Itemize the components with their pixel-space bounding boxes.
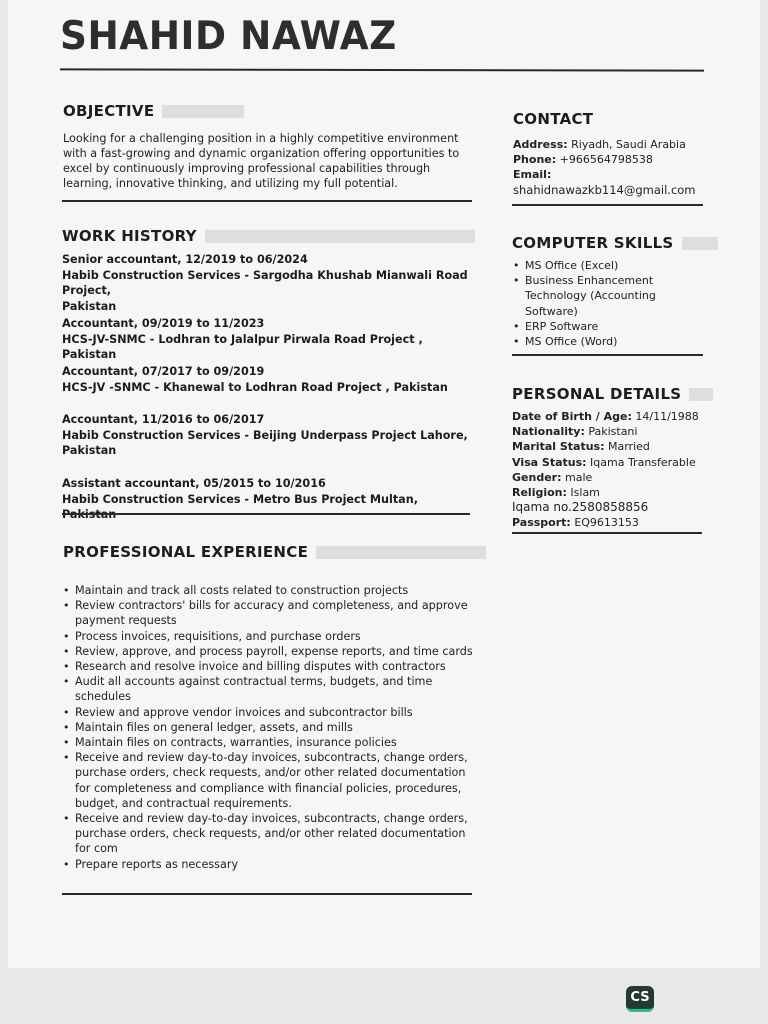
field-label: Date of Birth / Age:	[512, 410, 632, 423]
job-entry: Assistant accountant, 05/2015 to 10/2016 Habib Construction Services - Metro Bus Project Multan, Pakistan	[62, 477, 418, 521]
list-item	[62, 598, 482, 628]
field-label: Gender:	[512, 470, 562, 484]
job-date-range: 11/2016 to 06/2017	[141, 413, 265, 426]
field-label: Visa Status:	[512, 455, 587, 469]
field-value: Iqama no.2580858856	[512, 500, 649, 515]
detail-row	[512, 515, 712, 530]
job-project: Khanewal to Lodhran Road Project , Pakistan	[163, 380, 448, 394]
list-item-text: • Maintain files on general ledger, assets, and mills	[75, 720, 353, 734]
list-item-text: • Maintain and track all costs related to construction projects	[75, 584, 409, 597]
objective-text	[63, 131, 473, 191]
list-item-text: • Maintain files on contracts, warranties, insurance policies	[75, 736, 397, 750]
list-item-text: • Audit all accounts against contractual terms, budgets, and time	[75, 675, 433, 689]
job-project: Lodhran to Jalalpur Pirwala Road Project , Pakistan	[62, 332, 423, 361]
job-company: HCS-JV-SNMC -	[62, 332, 155, 346]
list-item-text: • MS Office (Word)	[525, 335, 618, 349]
contact-address	[513, 137, 713, 152]
list-item-text: budget, and contractual requirements.	[75, 796, 292, 810]
objective-divider	[62, 200, 472, 202]
job-role: Accountant	[62, 413, 134, 426]
list-item	[62, 659, 482, 674]
detail-row	[512, 485, 712, 500]
list-item-text: • Receive and review day-to-day invoices, subcontracts, change orders,	[75, 812, 468, 826]
job-role: Assistant accountant	[62, 477, 196, 490]
skills-divider	[512, 354, 703, 356]
field-label: Email:	[513, 168, 552, 182]
list-item-text: Technology (Accounting	[525, 289, 656, 303]
field-value: EQ9613153	[574, 516, 639, 530]
experience-list	[62, 583, 482, 872]
field-value: male	[564, 470, 593, 484]
job-company: HCS-JV -SNMC -	[62, 380, 160, 394]
list-item	[62, 735, 482, 750]
list-item-text: • Review contractors' bills for accuracy and completeness, and approve	[75, 599, 468, 613]
detail-row	[512, 409, 712, 424]
job-date-range: 12/2019 to 06/2024	[185, 253, 308, 266]
heading-shade	[689, 388, 713, 401]
list-item	[62, 750, 482, 811]
list-item-text: • ERP Software	[525, 319, 599, 333]
objective-heading-text: OBJECTIVE	[63, 102, 155, 120]
field-label: Marital Status:	[512, 440, 605, 454]
job-company: Habib Construction Services -	[62, 428, 250, 442]
list-item-text: • MS Office (Excel)	[525, 259, 619, 272]
contact-divider	[512, 204, 703, 206]
field-label: Nationality:	[512, 425, 585, 439]
professional-experience-heading-text: PROFESSIONAL EXPERIENCE	[63, 543, 309, 561]
field-value: +966564798538	[559, 153, 653, 167]
contact-email: shahidnawazkb114@gmail.com	[513, 182, 696, 197]
work-history-divider	[62, 513, 470, 515]
list-item	[512, 273, 702, 319]
objective-line: Looking for a challenging position in a highly competitive environment	[63, 132, 459, 145]
job-project: Sargodha Khushab Mianwali Road Project,	[62, 268, 468, 297]
list-item	[62, 644, 482, 659]
detail-row	[512, 424, 712, 439]
professional-experience-heading	[63, 543, 486, 561]
field-value: Riyadh, Saudi Arabia	[571, 138, 686, 151]
job-date-range: 09/2019 to 11/2023	[141, 317, 265, 330]
list-item-text: • Prepare reports as necessary	[75, 857, 239, 871]
personal-details-heading	[512, 385, 713, 403]
list-item	[512, 258, 702, 273]
contact-heading	[513, 110, 593, 128]
list-item	[62, 857, 482, 872]
list-item-text: • Review, approve, and process payroll, expense reports, and time cards	[75, 644, 473, 658]
list-item-text: for completeness and compliance with financial policies, procedures,	[75, 781, 462, 795]
heading-shade	[682, 237, 718, 250]
personal-details-divider	[512, 532, 702, 534]
objective-line: learning, innovative thinking, and utilizing my full potential.	[63, 177, 398, 190]
contact-heading-text: CONTACT	[513, 110, 594, 128]
personal-details	[512, 409, 712, 531]
list-item-text: purchase orders, check requests, and/or other related documentation	[75, 827, 466, 841]
field-value: Married	[608, 440, 650, 454]
field-label: Phone:	[513, 153, 557, 167]
job-role: Accountant	[62, 317, 134, 330]
job-company: Habib Construction Services -	[62, 492, 250, 506]
job-entry: Accountant, 11/2016 to 06/2017 Habib Construction Services - Beijing Underpass Project Lahore, Pakistan	[62, 412, 474, 459]
heading-shade	[316, 546, 486, 559]
objective-line: excel by continuously improving professional capabilities through	[63, 162, 431, 175]
list-item-text: payment requests	[75, 614, 177, 628]
list-item	[512, 334, 702, 349]
list-item-text: • Business Enhancement	[525, 274, 654, 288]
list-item	[62, 629, 482, 644]
list-item	[512, 319, 702, 334]
detail-row	[512, 455, 712, 470]
skills-list	[512, 258, 702, 349]
job-entry: Senior accountant, 12/2019 to 06/2024 Habib Construction Services - Sargodha Khushab Mianwali Road Project, Pakistan	[62, 252, 474, 314]
field-value: Iqama Transferable	[590, 455, 696, 469]
computer-skills-heading-text: COMPUTER SKILLS	[512, 234, 674, 252]
heading-shade	[162, 105, 244, 118]
objective-heading	[63, 102, 244, 120]
detail-row	[512, 439, 712, 454]
list-item	[62, 583, 482, 598]
objective-line: with a fast-growing and dynamic organization offering opportunities to	[63, 147, 460, 160]
job-project: Pakistan	[62, 444, 117, 457]
camscanner-logo: CS	[626, 986, 654, 1012]
list-item-text: schedules	[75, 690, 131, 704]
list-item-text: • Process invoices, requisitions, and purchase orders	[75, 629, 361, 643]
list-item-text: for com	[75, 842, 118, 856]
job-project: Metro Bus Project Multan, Pakistan	[62, 492, 418, 521]
field-label: Passport:	[512, 516, 571, 530]
job-date-range: 07/2017 to 09/2019	[141, 365, 265, 378]
list-item-text: • Research and resolve invoice and billing disputes with contractors	[75, 660, 446, 674]
job-entry: Accountant, 09/2019 to 11/2023 HCS-JV-SNMC - Lodhran to Jalalpur Pirwala Road Project , Pakistan	[62, 317, 423, 361]
field-label: Religion:	[512, 486, 567, 500]
job-role: Accountant	[62, 365, 134, 378]
personal-details-heading-text: PERSONAL DETAILS	[512, 385, 682, 403]
field-label: Address:	[513, 138, 568, 151]
detail-row	[512, 470, 712, 485]
work-history-heading	[62, 227, 475, 245]
list-item	[62, 720, 482, 735]
list-item-text: • Review and approve vendor invoices and subcontractor bills	[75, 705, 413, 719]
contact-phone	[513, 152, 713, 167]
list-item	[62, 811, 482, 857]
list-item-text: purchase orders, check requests, and/or other related documentation	[75, 766, 466, 780]
job-project: Beijing Underpass Project Lahore,	[252, 428, 468, 442]
experience-divider	[62, 893, 472, 895]
heading-shade	[205, 230, 475, 243]
list-item-text: Software)	[525, 304, 578, 318]
detail-row	[512, 500, 712, 515]
list-item	[62, 705, 482, 720]
job-company: Habib Construction Services -	[62, 268, 250, 282]
computer-skills-heading	[512, 234, 718, 252]
candidate-name: SHAHID NAWAZ	[60, 14, 397, 59]
field-value: Islam	[570, 486, 600, 500]
field-value: 14/11/1988	[635, 410, 699, 423]
job-date-range: 05/2015 to 10/2016	[203, 477, 326, 490]
list-item-text: • Receive and review day-to-day invoices, subcontracts, change orders,	[75, 751, 468, 765]
job-role: Senior accountant	[62, 253, 178, 266]
contact-details	[513, 137, 713, 198]
work-history-heading-text: WORK HISTORY	[62, 227, 197, 245]
field-value: Pakistani	[588, 425, 638, 439]
job-project: Pakistan	[62, 299, 117, 313]
job-entry: Accountant, 07/2017 to 09/2019 HCS-JV -SNMC - Khanewal to Lodhran Road Project , Pakistan	[62, 365, 448, 394]
list-item	[62, 674, 482, 704]
